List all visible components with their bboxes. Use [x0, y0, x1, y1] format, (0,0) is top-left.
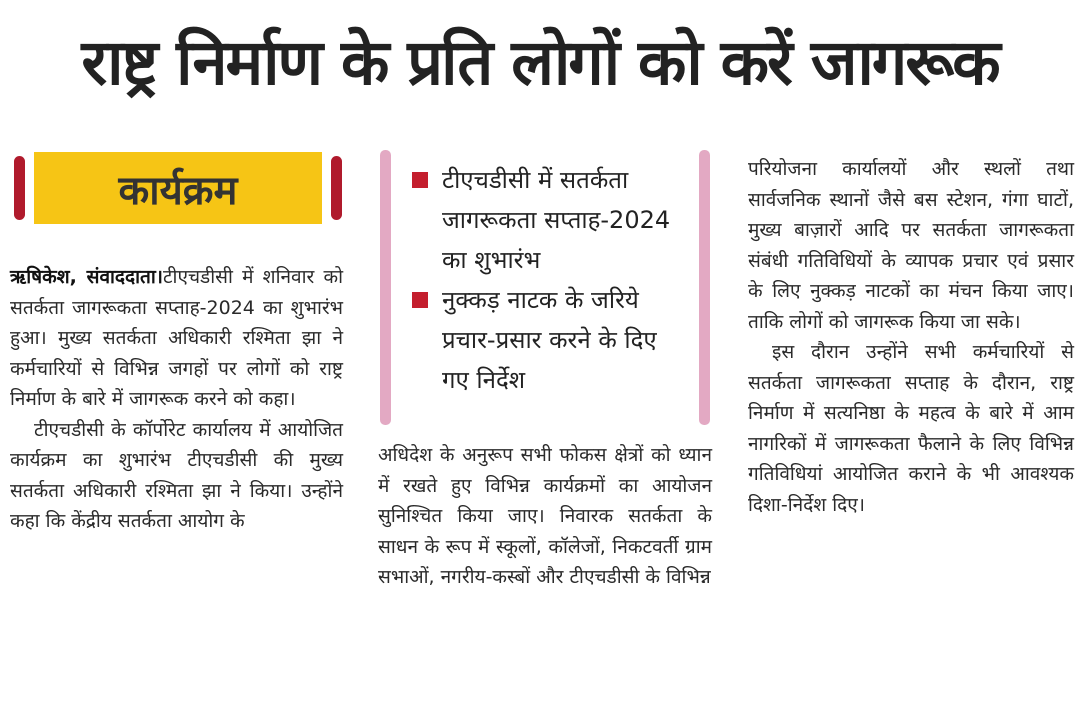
highlights-box — [380, 150, 710, 425]
headline: राष्ट्र निर्माण के प्रति लोगों को करें जागरूक — [81, 26, 999, 99]
highlight-item — [410, 160, 688, 280]
article-column-left — [10, 262, 343, 537]
article-paragraph: अधिदेश के अनुरूप सभी फोकस क्षेत्रों को ध्यान में रखते हुए विभिन्न कार्यक्रमों का आयोजन सुनिश्चित किया जाए। निवारक सतर्कता के साधन के रूप में स्कूलों, कॉलेजों, निकटवर्ती ग्राम सभाओं, नगरीय-कस्बों और टीएचडीसी के विभिन्न — [378, 444, 712, 588]
highlight-bar-right — [699, 150, 710, 425]
article-paragraph: परियोजना कार्यालयों और स्थलों तथा सार्वजनिक स्थानों जैसे बस स्टेशन, गंगा घाटों, मुख्य बाज़ारों आदि पर सतर्कता जागरूकता संबंधी गतिविधियों के व्यापक प्रचार एवं प्रसार के लिए नुक्कड़ नाटकों का मंचन किया जाए। ताकि लोगों को जागरूक किया जा सके। — [748, 158, 1074, 333]
paragraph-text: टीएचडीसी में शनिवार को सतर्कता जागरूकता सप्ताह-2024 का शुभारंभ हुआ। मुख्य सतर्कता अधिकारी रश्मिता झा ने कर्मचारियों से विभिन्न जगहों पर लोगों को राष्ट्र निर्माण के बारे में जागरूक करने को कहा। — [10, 266, 343, 410]
article-paragraph — [10, 262, 343, 415]
highlight-item — [410, 280, 688, 400]
section-tag — [14, 152, 342, 224]
article-paragraph: टीएचडीसी के कॉर्पोरेट कार्यालय में आयोजित कार्यक्रम का शुभारंभ टीएचडीसी की मुख्य सतर्कता अधिकारी रश्मिता झा ने किया। उन्होंने कहा कि केंद्रीय सतर्कता आयोग के — [10, 418, 343, 532]
article-paragraph: इस दौरान उन्होंने सभी कर्मचारियों से सतर्कता जागरूकता सप्ताह के दौरान, राष्ट्र निर्माण में सत्यनिष्ठा के महत्व के बारे में आम नागरिकों में जागरूकता फैलाने के लिए विभिन्न गतिविधियां आयोजित कराने के भी आवश्यक दिशा-निर्देश दिए। — [748, 341, 1074, 516]
dateline: ऋषिकेश, संवाददाता। — [10, 266, 163, 288]
highlight-bar-left — [380, 150, 391, 425]
highlight-text: टीएचडीसी में सतर्कता जागरूकता सप्ताह-2024 का शुभारंभ — [442, 166, 671, 274]
tag-bar-left — [14, 156, 25, 220]
section-tag-label: कार्यक्रम — [34, 152, 322, 224]
article-column-middle — [378, 440, 712, 593]
highlights-list — [410, 160, 688, 400]
article-column-right — [748, 154, 1074, 520]
square-bullet-icon — [412, 292, 428, 308]
highlight-text: नुक्कड़ नाटक के जरिये प्रचार-प्रसार करने के दिए गए निर्देश — [442, 286, 657, 394]
tag-bar-right — [331, 156, 342, 220]
square-bullet-icon — [412, 172, 428, 188]
